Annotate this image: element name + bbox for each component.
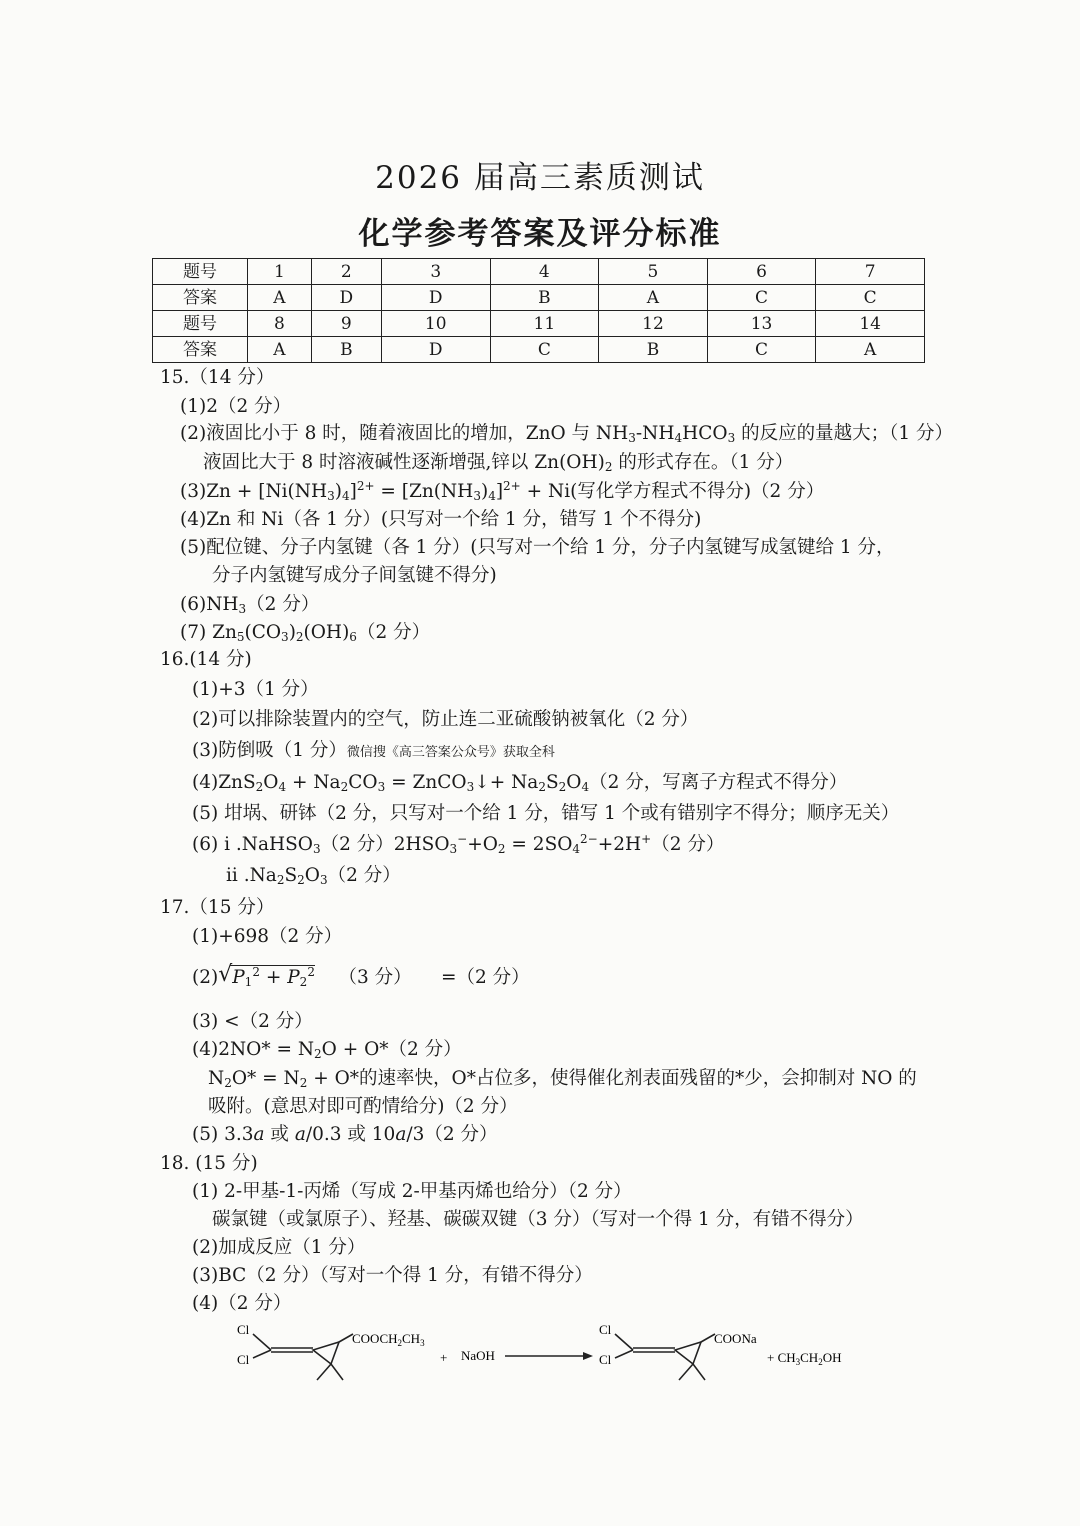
- answer-table-cell: C: [707, 285, 816, 311]
- answer-table-cell: 1: [248, 259, 312, 285]
- q16-part3: (3)防倒吸（1 分）微信搜《高三答案公众号》获取全科: [192, 740, 555, 761]
- q16-part6: (6) i .NaHSO$_3$（2 分）$2HSO_3^-+O_2 = 2SO_4^{2-}+2H^+(2$ 分）: [192, 832, 725, 856]
- page-subtitle: 化学参考答案及评分标准: [358, 216, 722, 252]
- answer-table-row-header: 答案: [153, 285, 248, 311]
- product-structure: [615, 1334, 715, 1380]
- reagent-naoh: NaOH: [461, 1348, 495, 1363]
- q17-part4-explain: $N_2O* = N_2 + O*$的速率快，O*占位多，使得催化剂表面残留的*少，会抑制对 NO 的: [208, 1068, 917, 1090]
- answer-table-cell: C: [816, 285, 925, 311]
- q15-part5-cont: 分子内氢键写成分子间氢键不得分): [212, 565, 497, 586]
- q15-part1: (1)2（2 分）: [180, 396, 292, 417]
- q16-heading: 16.(14 分): [160, 649, 252, 670]
- answer-table-cell: 8: [248, 311, 312, 337]
- page-title: 2026 届高三素质测试: [375, 160, 705, 196]
- q18-part1-cont: 碳氯键（或氯原子）、羟基、碳碳双键（3 分）（写对一个得 1 分，有错不得分）: [212, 1209, 864, 1230]
- answer-table-cell: D: [311, 285, 381, 311]
- answer-table-cell: 7: [816, 259, 925, 285]
- answer-table-cell: 6: [707, 259, 816, 285]
- answer-table-cell: D: [381, 285, 490, 311]
- answer-table-cell: 2: [311, 259, 381, 285]
- product-cl-top: Cl: [599, 1322, 612, 1337]
- reactant-structure: [253, 1334, 353, 1380]
- answer-table-cell: D: [381, 337, 490, 363]
- byproduct-ethanol: + $CH_3CH_2OH$: [767, 1350, 842, 1367]
- q15-heading: 15.（14 分）: [160, 367, 275, 388]
- answer-table-cell: 13: [707, 311, 816, 337]
- answer-table-cell: 3: [381, 259, 490, 285]
- reactant-cl-bottom: Cl: [237, 1352, 250, 1367]
- q17-part5: (5) 3.3a 或 a/0.3 或 10a/3（2 分）: [192, 1124, 498, 1145]
- q17-heading: 17.（15 分）: [160, 897, 275, 918]
- answer-table-cell: 4: [490, 259, 599, 285]
- answer-table-cell: B: [599, 337, 708, 363]
- q18-part4: (4)（2 分）: [192, 1293, 292, 1314]
- answer-table-row: [153, 311, 925, 337]
- q16-part6-ii: ii $.Na_2S_2O_3(2$ 分）: [226, 865, 401, 887]
- reactant-cl-top: Cl: [237, 1322, 250, 1337]
- answer-table-cell: A: [816, 337, 925, 363]
- q18-part2: (2)加成反应（1 分）: [192, 1237, 366, 1258]
- q17-part4: $(4)2NO* = N_2O + O*(2$ 分）: [192, 1039, 462, 1061]
- q17-part1: (1)+698（2 分）: [192, 926, 343, 947]
- watermark-text: 微信搜《高三答案公众号》获取全科: [346, 745, 555, 760]
- answer-table-cell: B: [311, 337, 381, 363]
- answer-table-row-header: 题号: [153, 311, 248, 337]
- answer-table-cell: 14: [816, 311, 925, 337]
- answer-table-cell: A: [248, 285, 312, 311]
- answer-table-row: [153, 259, 925, 285]
- q16-part4: $(4)ZnS_2O_4 + Na_2CO_3$ = ZnCO$_3$↓+ $Na_2S_2O_4(2$ 分，写离子方程式不得分）: [192, 772, 848, 794]
- q17-part2: (2) √ $P_1^2 + P_2^2$ （3 分） =（2 分）: [192, 962, 530, 989]
- answer-table-row-header: 答案: [153, 337, 248, 363]
- q17-part3: (3) <（2 分）: [192, 1011, 313, 1032]
- q15-part4: (4)Zn 和 Ni（各 1 分）(只写对一个给 1 分，错写 1 个不得分): [180, 509, 702, 530]
- q18-part3: (3)BC（2 分）（写对一个得 1 分，有错不得分）: [192, 1265, 593, 1286]
- q16-part2: (2)可以排除装置内的空气，防止连二亚硫酸钠被氧化（2 分）: [192, 709, 699, 730]
- q16-part1: (1)+3（1 分）: [192, 679, 319, 700]
- answer-table-cell: A: [599, 285, 708, 311]
- reactant-ester-group: $COOCH_2CH_3$: [352, 1331, 425, 1348]
- answer-table-row: [153, 337, 925, 363]
- reaction-arrow: [505, 1352, 593, 1360]
- q15-part2-cont: 液固比大于 8 时溶液碱性逐渐增强,锌以 $Zn(OH)_2$ 的形式存在。（1 分）: [203, 452, 794, 474]
- q15-part7: (7) $Zn_5(CO_3)_2(OH)_6(2$ 分）: [180, 622, 431, 644]
- answer-table: [152, 258, 925, 363]
- answer-table-cell: 10: [381, 311, 490, 337]
- product-salt-group: COONa: [714, 1331, 757, 1346]
- q15-part2: (2)液固比小于 8 时，随着液固比的增加，ZnO 与 $NH_3-NH_4HCO_3$ 的反应的量越大；（1 分）: [180, 423, 954, 445]
- answer-table-cell: C: [707, 337, 816, 363]
- q17-part4-explain-cont: 吸附。(意思对即可酌情给分)（2 分）: [208, 1096, 518, 1117]
- q15-part5: (5)配位键、分子内氢键（各 1 分）(只写对一个给 1 分，分子内氢键写成氢键给 1 分，: [180, 537, 895, 558]
- q16-part5: (5) 坩埚、研钵（2 分，只写对一个给 1 分，错写 1 个或有错别字不得分；顺序无关）: [192, 803, 900, 824]
- answer-table-cell: 12: [599, 311, 708, 337]
- q18-part1: (1) 2-甲基-1-丙烯（写成 2-甲基丙烯也给分）（2 分）: [192, 1181, 632, 1202]
- q15-part3: $(3)Zn + [Ni(NH_3)_4]^{2+} = [Zn(NH_3)_4]^{2+} + Ni$(写化学方程式不得分)（2 分）: [180, 479, 825, 503]
- answer-table-cell: A: [248, 337, 312, 363]
- plus-sign-1: +: [440, 1350, 448, 1365]
- reaction-scheme: [225, 1318, 865, 1398]
- answer-table-row: [153, 285, 925, 311]
- answer-table-cell: B: [490, 285, 599, 311]
- answer-table-cell: 9: [311, 311, 381, 337]
- answer-table-cell: 11: [490, 311, 599, 337]
- answer-table-row-header: 题号: [153, 259, 248, 285]
- answer-table-cell: C: [490, 337, 599, 363]
- product-cl-bottom: Cl: [599, 1352, 612, 1367]
- q18-heading: 18. (15 分): [160, 1153, 258, 1174]
- answer-table-cell: 5: [599, 259, 708, 285]
- q15-part6: $(6)NH_3(2$ 分）: [180, 594, 320, 616]
